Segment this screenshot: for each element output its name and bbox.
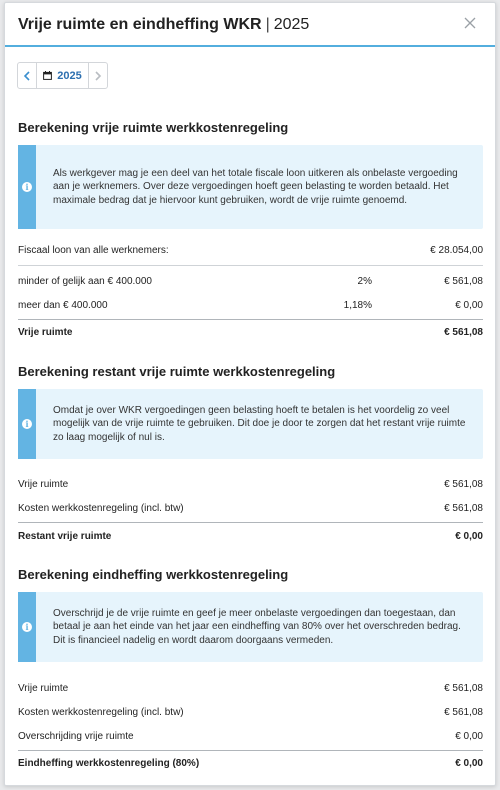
row-percentage: 2% bbox=[357, 275, 372, 287]
row-label: Fiscaal loon van alle werknemers: bbox=[18, 244, 169, 256]
section-vrije-ruimte bbox=[18, 120, 483, 338]
section-title: Berekening eindheffing werkkostenregeling bbox=[18, 567, 289, 582]
total-row bbox=[18, 751, 483, 775]
table-row bbox=[18, 700, 483, 724]
modal-title-year: 2025 bbox=[273, 16, 310, 33]
section-title: Berekening vrije ruimte werkkostenregeling bbox=[18, 120, 289, 135]
modal-title-text: Vrije ruimte en eindheffing WKR bbox=[18, 16, 262, 33]
info-stripe bbox=[18, 389, 36, 459]
total-row bbox=[18, 320, 483, 344]
title-separator: | bbox=[265, 16, 270, 33]
info-text: Omdat je over WKR vergoedingen geen belasting hoeft te betalen is het voordelig zo veel mogelijk van de vrije ruimte te gebruiken. Dit doe je door te zorgen dat het restant vrije ruimte zo laag mogelijk of nul is. bbox=[53, 404, 466, 443]
table-row bbox=[18, 676, 483, 700]
row-amount: € 28.054,00 bbox=[430, 244, 483, 256]
info-box bbox=[18, 592, 483, 662]
section-title: Berekening restant vrije ruimte werkkostenregeling bbox=[18, 364, 336, 379]
table-row bbox=[18, 472, 483, 496]
total-amount: € 0,00 bbox=[455, 757, 483, 769]
total-amount: € 0,00 bbox=[455, 530, 483, 542]
close-icon bbox=[463, 16, 477, 30]
year-selector-label: 2025 bbox=[57, 69, 82, 82]
info-stripe bbox=[18, 592, 36, 662]
divider bbox=[18, 522, 483, 523]
divider bbox=[18, 265, 483, 266]
info-text: Overschrijd je de vrije ruimte en geef je meer onbelaste vergoedingen dan toegestaan, dan betaal je aan het einde van het jaar een eindheffing van 80% over het overschreden bedrag. Dit is financieel nadelig en wordt daarom doorgaans vermeden. bbox=[53, 607, 461, 646]
next-year-button[interactable] bbox=[88, 63, 107, 88]
chevron-right-icon bbox=[94, 71, 102, 81]
row-amount: € 561,08 bbox=[444, 478, 483, 490]
row-label: Vrije ruimte bbox=[18, 682, 69, 694]
row-amount: € 561,08 bbox=[444, 502, 483, 514]
row-label: meer dan € 400.000 bbox=[18, 299, 108, 311]
row-label: Vrije ruimte bbox=[18, 478, 69, 490]
year-navigator bbox=[17, 62, 108, 89]
chevron-left-icon bbox=[23, 71, 31, 81]
total-label: Eindheffing werkkostenregeling (80%) bbox=[18, 757, 200, 769]
modal-header bbox=[5, 3, 495, 47]
row-label: minder of gelijk aan € 400.000 bbox=[18, 275, 152, 287]
row-amount: € 561,08 bbox=[444, 706, 483, 718]
info-icon: i bbox=[22, 182, 32, 192]
fiscal-wage-row bbox=[18, 238, 483, 262]
previous-year-button[interactable] bbox=[18, 63, 37, 88]
row-amount: € 561,08 bbox=[444, 275, 483, 287]
row-percentage: 1,18% bbox=[343, 299, 372, 311]
row-amount: € 0,00 bbox=[455, 299, 483, 311]
table-row bbox=[18, 496, 483, 520]
table-row bbox=[18, 293, 483, 317]
section-eindheffing bbox=[18, 567, 483, 769]
close-button[interactable] bbox=[463, 16, 477, 30]
row-amount: € 561,08 bbox=[444, 682, 483, 694]
row-amount: € 0,00 bbox=[455, 730, 483, 742]
table-row bbox=[18, 724, 483, 748]
row-label: Overschrijding vrije ruimte bbox=[18, 730, 134, 742]
calendar-icon bbox=[43, 71, 52, 80]
wkr-modal bbox=[4, 2, 496, 786]
total-row bbox=[18, 524, 483, 548]
table-row bbox=[18, 269, 483, 293]
section-restant-vrije-ruimte bbox=[18, 364, 483, 542]
info-box bbox=[18, 389, 483, 459]
info-text: Als werkgever mag je een deel van het totale fiscale loon uitkeren als onbelaste vergoeding aan je werknemers. Over deze vergoedingen hoeft geen belasting te worden betaald. Het maximale bedrag dat je hiervoor kunt gebruiken, wordt de vrije ruimte genoemd. bbox=[53, 167, 458, 206]
row-label: Kosten werkkostenregeling (incl. btw) bbox=[18, 706, 184, 718]
info-icon: i bbox=[22, 622, 32, 632]
info-icon: i bbox=[22, 419, 32, 429]
modal-title bbox=[18, 16, 309, 34]
total-label: Vrije ruimte bbox=[18, 326, 73, 338]
year-selector-button[interactable] bbox=[37, 63, 88, 88]
total-label: Restant vrije ruimte bbox=[18, 530, 112, 542]
info-stripe bbox=[18, 145, 36, 229]
info-box bbox=[18, 145, 483, 229]
total-amount: € 561,08 bbox=[444, 326, 483, 338]
row-label: Kosten werkkostenregeling (incl. btw) bbox=[18, 502, 184, 514]
